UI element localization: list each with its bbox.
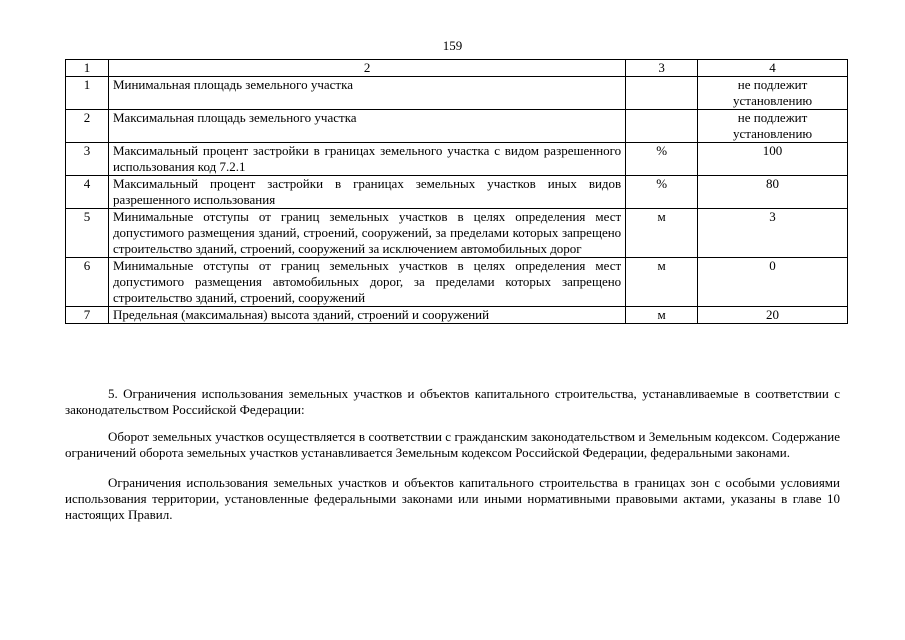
row-number: 4 bbox=[66, 176, 109, 209]
row-number: 5 bbox=[66, 209, 109, 258]
column-header: 2 bbox=[108, 60, 625, 77]
table-row bbox=[66, 77, 848, 110]
paragraph-land-turnover: Оборот земельных участков осуществляется в соответствии с гражданским законодательством и Земельным кодексом. Содержание ограничений оборота земельных участков устанавливается Земельным кодексом Российской Федерации, федеральными законами. bbox=[65, 429, 840, 460]
paragraph-restrictions-heading: 5. Ограничения использования земельных участков и объектов капитального строительства, устанавливаемые в соответствии с законодательством Российской Федерации: bbox=[65, 386, 840, 417]
parameters-table bbox=[65, 59, 848, 324]
row-description: Максимальная площадь земельного участка bbox=[108, 110, 625, 143]
row-number: 6 bbox=[66, 258, 109, 307]
table-row bbox=[66, 209, 848, 258]
row-unit: % bbox=[626, 143, 698, 176]
row-value: не подлежит установлению bbox=[698, 110, 848, 143]
column-header: 3 bbox=[626, 60, 698, 77]
row-number: 1 bbox=[66, 77, 109, 110]
row-description: Минимальная площадь земельного участка bbox=[108, 77, 625, 110]
row-value: 20 bbox=[698, 307, 848, 324]
row-description: Максимальный процент застройки в границах земельных участков иных видов разрешенного использования bbox=[108, 176, 625, 209]
row-number: 7 bbox=[66, 307, 109, 324]
row-value: 100 bbox=[698, 143, 848, 176]
row-value: 0 bbox=[698, 258, 848, 307]
row-number: 2 bbox=[66, 110, 109, 143]
row-unit: м bbox=[626, 209, 698, 258]
row-value: не подлежит установлению bbox=[698, 77, 848, 110]
row-description: Минимальные отступы от границ земельных участков в целях определения мест допустимого размещения автомобильных дорог, за пределами которых запрещено строительство зданий, строений, сооружений bbox=[108, 258, 625, 307]
row-unit bbox=[626, 77, 698, 110]
table-row bbox=[66, 110, 848, 143]
page-number: 159 bbox=[442, 38, 463, 53]
table-row bbox=[66, 143, 848, 176]
table-row bbox=[66, 258, 848, 307]
row-unit: м bbox=[626, 307, 698, 324]
paragraph-special-zones: Ограничения использования земельных участков и объектов капитального строительства в границах зон с особыми условиями использования территории, установленные федеральными законами или иными нормативными правовыми актами, указаны в главе 10 настоящих Правил. bbox=[65, 475, 840, 522]
row-description: Максимальный процент застройки в границах земельного участка с видом разрешенного использования код 7.2.1 bbox=[108, 143, 625, 176]
row-unit: м bbox=[626, 258, 698, 307]
row-value: 80 bbox=[698, 176, 848, 209]
column-header: 1 bbox=[66, 60, 109, 77]
row-unit: % bbox=[626, 176, 698, 209]
row-unit bbox=[626, 110, 698, 143]
table-row bbox=[66, 176, 848, 209]
column-header: 4 bbox=[698, 60, 848, 77]
row-description: Минимальные отступы от границ земельных участков в целях определения мест допустимого размещения зданий, строений, сооружений, за пределами которых запрещено строительство зданий, строений, сооружений за исключением автомобильных дорог bbox=[108, 209, 625, 258]
row-number: 3 bbox=[66, 143, 109, 176]
row-value: 3 bbox=[698, 209, 848, 258]
table-header-row bbox=[66, 60, 848, 77]
table-row bbox=[66, 307, 848, 324]
row-description: Предельная (максимальная) высота зданий, строений и сооружений bbox=[108, 307, 625, 324]
